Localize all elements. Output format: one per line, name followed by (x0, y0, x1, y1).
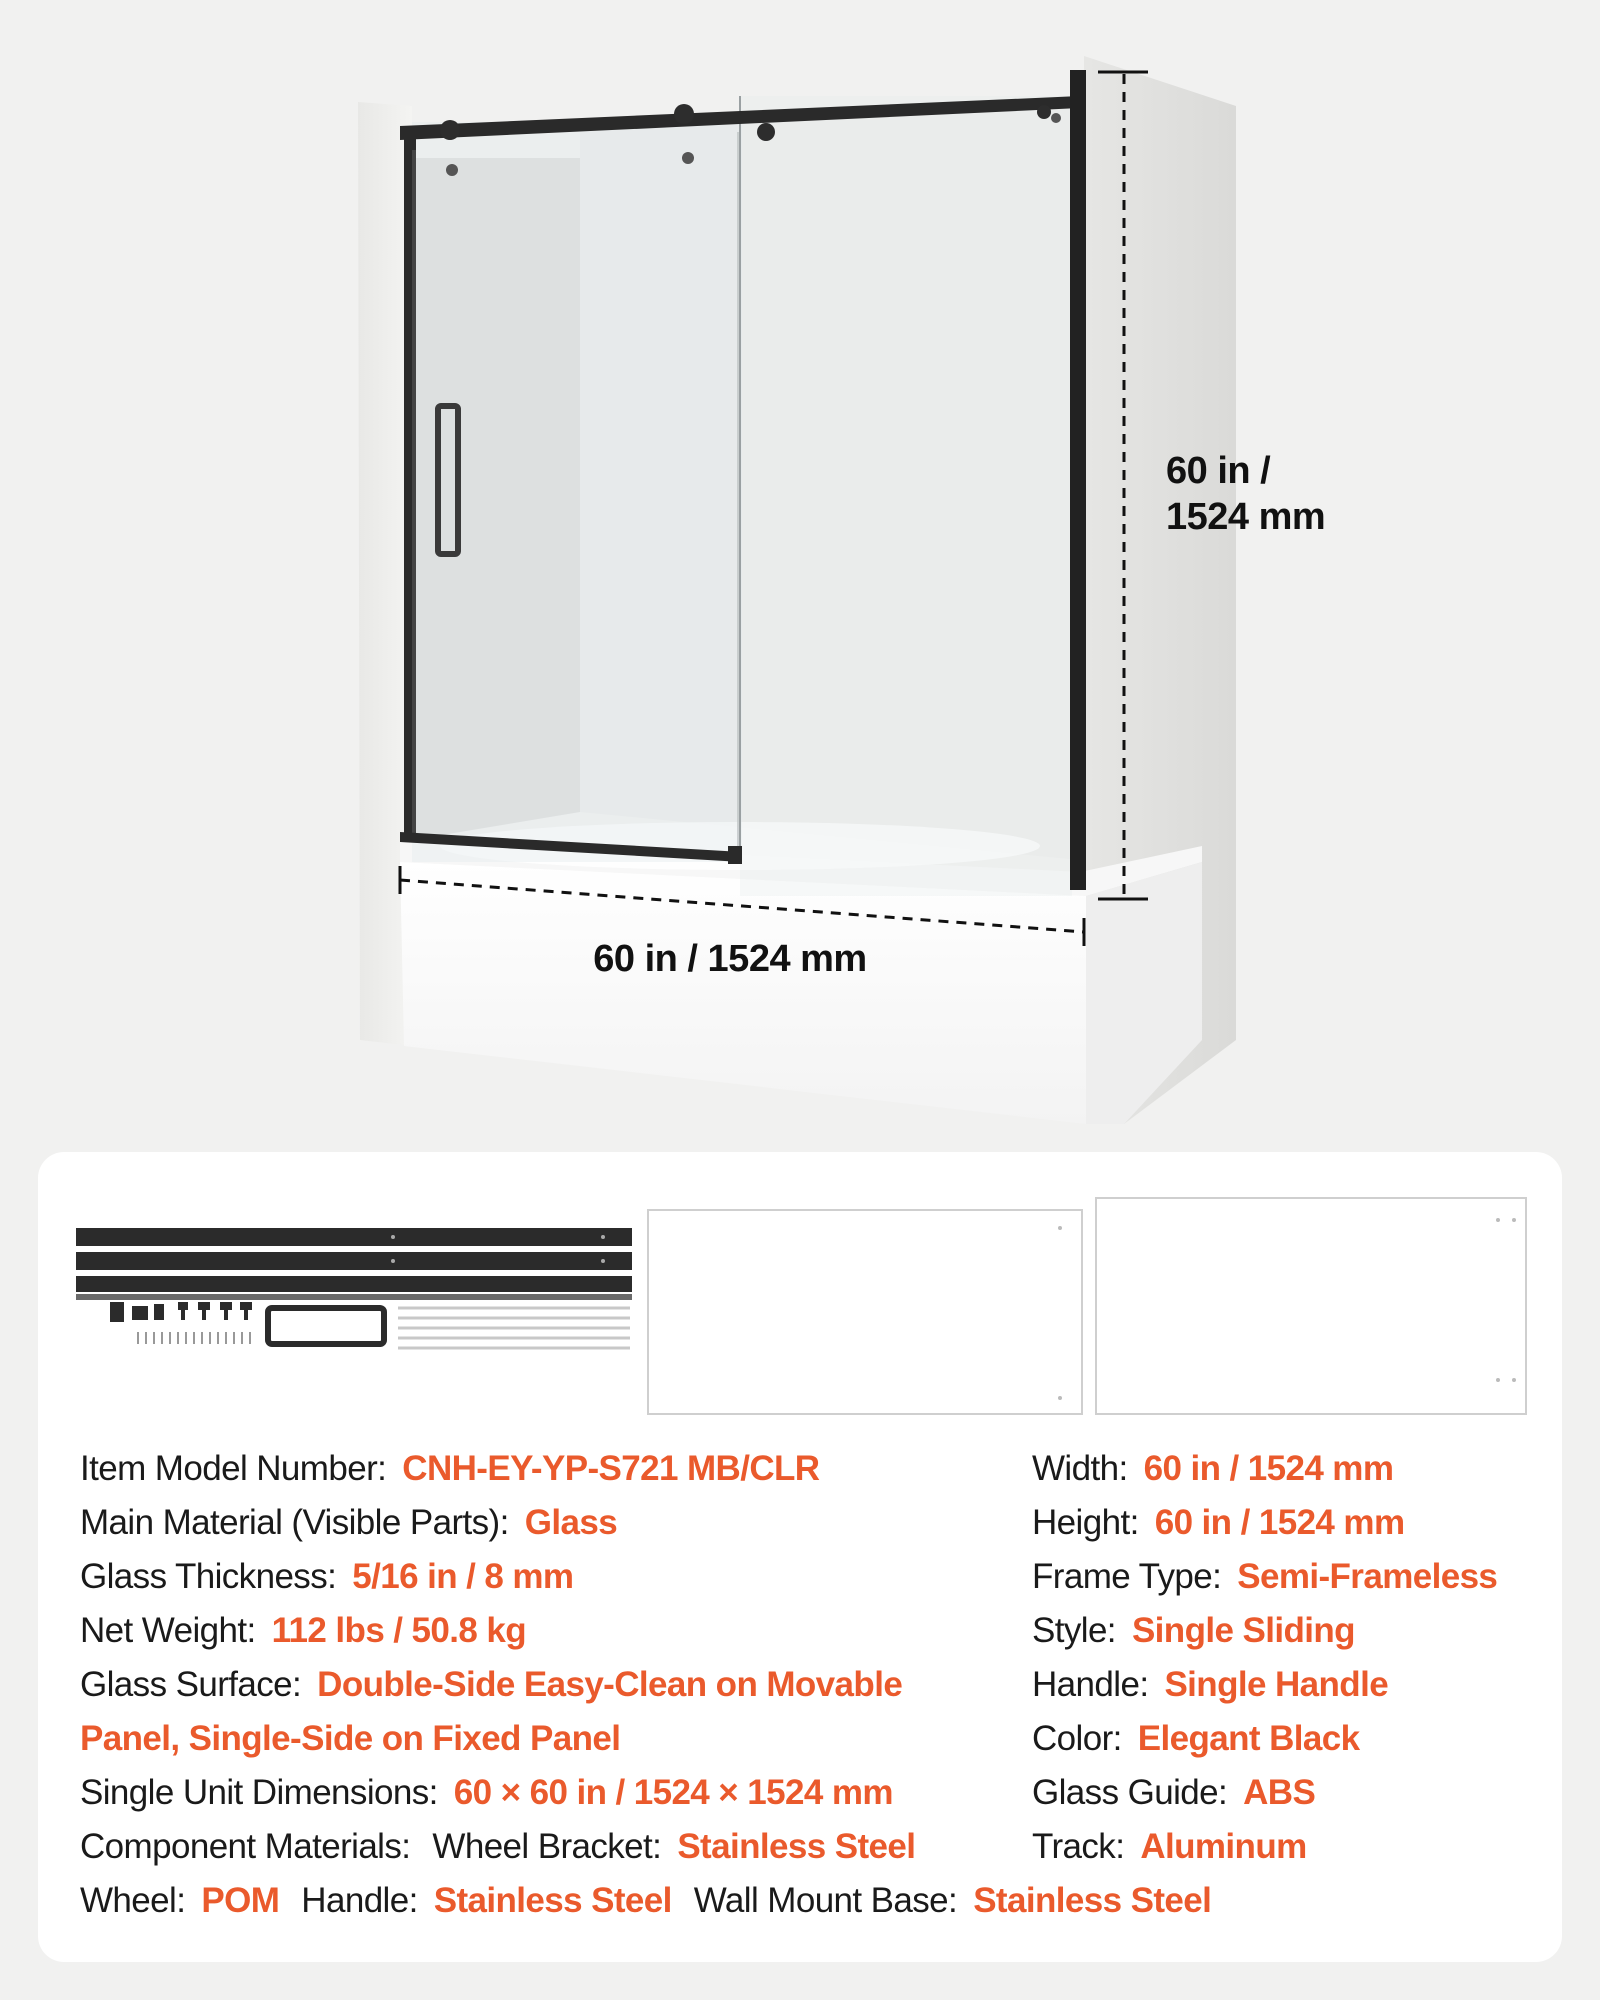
specifications (80, 1442, 1540, 1942)
rail-3 (76, 1276, 632, 1292)
spec-track: Track: Aluminum (1032, 1827, 1307, 1866)
spec-handle: Handle: Single Handle (1032, 1665, 1389, 1704)
width-dimension-label: 60 in / 1524 mm (593, 938, 867, 980)
rail-1 (76, 1228, 632, 1246)
hardware-rollers (178, 1302, 252, 1320)
height-label-line1: 60 in / (1166, 450, 1271, 492)
spec-glass-surface-cont: Panel, Single-Side on Fixed Panel (80, 1719, 621, 1758)
sliding-glass-panel (412, 122, 742, 862)
right-post (1070, 70, 1086, 890)
spec-glass-thickness: Glass Thickness: 5/16 in / 8 mm (80, 1557, 574, 1596)
height-label-line2: 1524 mm (1166, 496, 1326, 538)
spec-model-number: Item Model Number: CNH-EY-YP-S721 MB/CLR (80, 1449, 820, 1488)
spec-frame-type: Frame Type: Semi-Frameless (1032, 1557, 1498, 1596)
roller-2 (674, 104, 694, 124)
hardware-bracket (110, 1302, 124, 1322)
spec-main-material: Main Material (Visible Parts): Glass (80, 1503, 618, 1542)
bathtub-front (400, 862, 1086, 1124)
spec-width: Width: 60 in / 1524 mm (1032, 1449, 1394, 1488)
roller-3 (757, 123, 775, 141)
spec-unit-dimensions: Single Unit Dimensions: 60 × 60 in / 1524 × 1524 mm (80, 1773, 893, 1812)
package-contents (38, 1152, 1562, 1432)
hardware-screws (138, 1332, 250, 1344)
fixed-glass-panel (740, 96, 1072, 896)
spec-style: Style: Single Sliding (1032, 1611, 1355, 1650)
seal-strips (398, 1308, 630, 1348)
spec-glass-guide: Glass Guide: ABS (1032, 1773, 1316, 1812)
spec-color: Color: Elegant Black (1032, 1719, 1360, 1758)
spec-net-weight: Net Weight: 112 lbs / 50.8 kg (80, 1611, 527, 1650)
spec-glass-surface: Glass Surface: Double-Side Easy-Clean on Movable (80, 1665, 903, 1704)
spec-component-materials-cont: Wheel: POM Handle: Stainless Steel Wall Mount Base: Stainless Steel (80, 1881, 1212, 1920)
glass-panel-sliding (648, 1210, 1082, 1414)
handle-part (268, 1308, 384, 1344)
rail-2 (76, 1252, 632, 1270)
roller-1 (440, 120, 460, 140)
height-dimension-label (1166, 448, 1386, 540)
spec-card (38, 1152, 1562, 1962)
spec-height: Height: 60 in / 1524 mm (1032, 1503, 1405, 1542)
spec-component-materials: Component Materials: Wheel Bracket: Stainless Steel (80, 1827, 916, 1866)
glass-panel-fixed (1096, 1198, 1526, 1414)
